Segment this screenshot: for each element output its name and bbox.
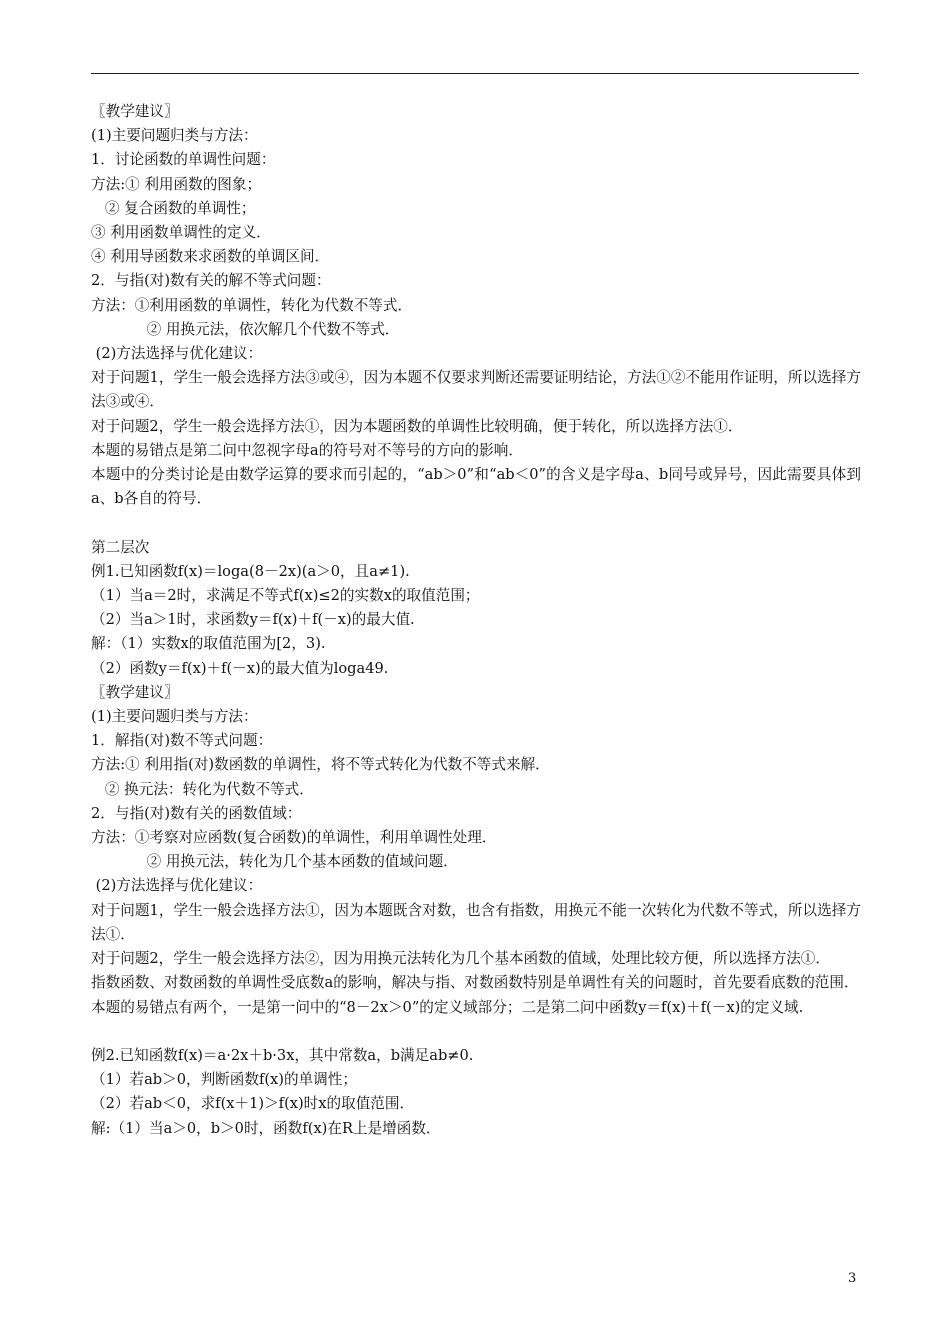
paragraph: 方法:① 利用指(对)数函数的单调性，将不等式转化为代数不等式来解． [91, 756, 550, 774]
paragraph: ② 用换元法，转化为几个基本函数的值域问题． [91, 853, 458, 871]
paragraph: 方法：①考察对应函数(复合函数)的单调性，利用单调性处理． [91, 829, 497, 847]
section-heading: 第二层次 [91, 538, 150, 556]
paragraph: ④ 利用导函数来求函数的单调区间． [91, 248, 330, 266]
paragraph: 2．与指(对)数有关的函数值域： [91, 804, 302, 822]
paragraph: 对于问题1，学生一般会选择方法③或④，因为本题不仅要求判断还需要证明结论，方法①②不能用作证明，所以选择方法③或④． [91, 369, 861, 411]
paragraph: ② 复合函数的单调性； [91, 199, 256, 217]
example-statement: 例1.已知函数f(x)＝loga(8－2x)(a＞0，且a≠1). [91, 562, 410, 580]
paragraph: (1)主要问题归类与方法： [91, 127, 258, 145]
paragraph: 〖教学建议〗 [91, 683, 179, 701]
paragraph: ② 用换元法，依次解几个代数不等式． [91, 320, 400, 338]
paragraph: （1）若ab＞0，判断函数f(x)的单调性； [91, 1071, 357, 1089]
section-heading: 〖教学建议〗 [91, 103, 179, 120]
paragraph: 1．讨论函数的单调性问题： [91, 151, 276, 169]
paragraph: 1．解指(对)数不等式问题： [91, 732, 273, 750]
header-rule [91, 73, 859, 74]
paragraph: (2)方法选择与优化建议： [91, 345, 263, 363]
paragraph: 本题中的分类讨论是由数学运算的要求而引起的，“ab＞0”和“ab＜0”的含义是字母a、b同号或异号，因此需要具体到a、b各自的符号． [91, 466, 861, 508]
paragraph: （2）函数y＝f(x)＋f(－x)的最大值为loga49. [91, 659, 389, 677]
blank-line [91, 1020, 861, 1044]
paragraph: 2．与指(对)数有关的解不等式问题： [91, 272, 331, 290]
paragraph: 本题的易错点是第二问中忽视字母a的符号对不等号的方向的影响． [91, 441, 523, 459]
paragraph: 指数函数、对数函数的单调性受底数a的影响，解决与指、对数函数特别是单调性有关的问题时，首先要看底数的范围． [91, 974, 859, 992]
document-body [91, 100, 861, 1141]
page-number: 3 [848, 1271, 857, 1286]
paragraph: （1）当a＝2时，求满足不等式f(x)≤2的实数x的取值范围； [91, 587, 480, 605]
paragraph: 解:（1）当a＞0，b＞0时，函数f(x)在R上是增函数． [91, 1119, 441, 1137]
paragraph: 本题的易错点有两个，一是第一问中的“8－2x＞0”的定义域部分；二是第二问中函数y＝f(x)＋f(－x)的定义域. [91, 998, 804, 1016]
paragraph: ② 换元法：转化为代数不等式． [91, 780, 314, 798]
paragraph: （2）若ab＜0，求f(x＋1)＞f(x)时x的取值范围． [91, 1095, 415, 1113]
paragraph: 对于问题2，学生一般会选择方法①，因为本题函数的单调性比较明确，便于转化，所以选择方法①． [91, 417, 743, 435]
paragraph: 方法:① 利用函数的图象； [91, 175, 262, 193]
example-statement: 例2.已知函数f(x)＝a·2x＋b·3x，其中常数a，b满足ab≠0. [91, 1046, 474, 1064]
paragraph: (1)主要问题归类与方法： [91, 708, 258, 726]
paragraph: 对于问题2，学生一般会选择方法②，因为用换元法转化为几个基本函数的值域，处理比较方便，所以选择方法①． [91, 950, 830, 968]
paragraph: （2）当a＞1时，求函数y＝f(x)＋f(－x)的最大值. [91, 611, 415, 629]
blank-line [91, 511, 861, 535]
paragraph: 解：（1）实数x的取值范围为[2，3). [91, 635, 326, 653]
paragraph: 对于问题1，学生一般会选择方法①，因为本题既含对数，也含有指数，用换元不能一次转化为代数不等式，所以选择方法①． [91, 901, 861, 943]
paragraph: (2)方法选择与优化建议： [91, 877, 263, 895]
paragraph: 方法：①利用函数的单调性，转化为代数不等式． [91, 296, 413, 314]
paragraph: ③ 利用函数单调性的定义． [91, 224, 271, 242]
